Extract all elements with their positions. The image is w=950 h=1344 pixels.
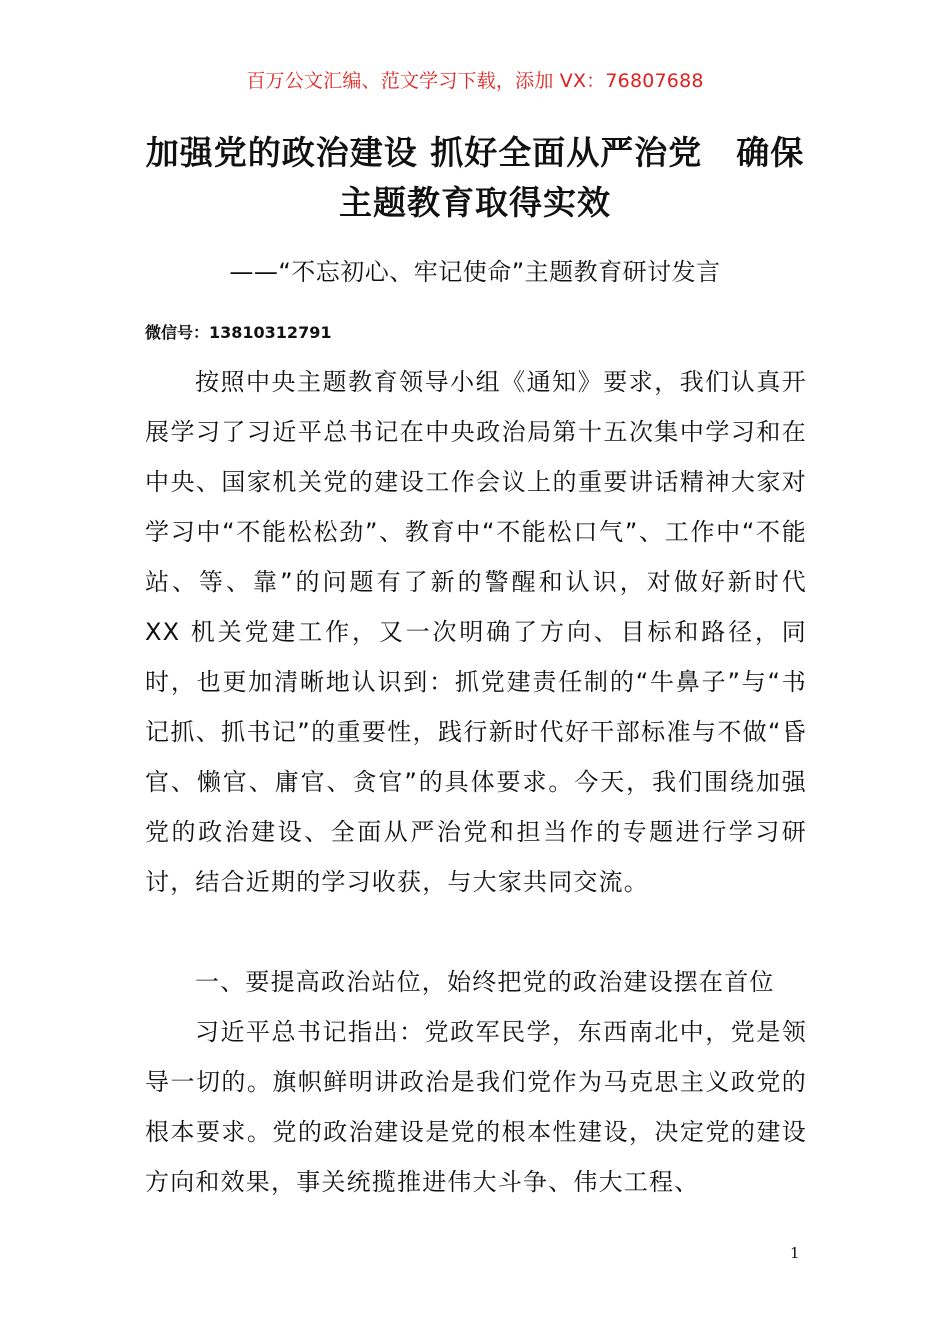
body-paragraph-2: 习近平总书记指出：党政军民学，东西南北中，党是领导一切的。旗帜鲜明讲政治是我们党作为马克思主义政党的根本要求。党的政治建设是党的根本性建设，决定党的建设方向和效果，事关统揽推进伟大斗争、伟大工程、 bbox=[145, 1018, 807, 1196]
page-number: 1 bbox=[790, 1244, 800, 1262]
section-heading-1: 一、要提高政治站位，始终把党的政治建设摆在首位 bbox=[195, 968, 775, 996]
document-subtitle: ——“不忘初心、牢记使命”主题教育研讨发言 bbox=[229, 258, 721, 286]
promo-header: 百万公文汇编、范文学习下载，添加 VX：76807688 bbox=[246, 70, 704, 92]
wechat-id: 微信号：13810312791 bbox=[145, 323, 332, 342]
document-title: 加强党的政治建设 抓好全面从严治党 确保主题教育取得实效 bbox=[145, 133, 805, 222]
body-paragraph-1: 按照中央主题教育领导小组《通知》要求，我们认真开展学习了习近平总书记在中央政治局第十五次集中学习和在中央、国家机关党的建设工作会议上的重要讲话精神大家对学习中“不能松松劲”、教育中“不能松口气”、工作中“不能站、等、靠”的问题有了新的警醒和认识，对做好新时代 XX 机关党建工作，又一次明确了方向、目标和路径，同时，也更加清晰地认识到：抓党建责任制的“牛鼻子”与“书记抓、抓书记”的重要性，践行新时代好干部标准与不做“昏官、懒官、庸官、贪官”的具体要求。今天，我们围绕加强党的政治建设、全面从严治党和担当作的专题进行学习研讨，结合近期的学习收获，与大家共同交流。 bbox=[145, 368, 807, 896]
